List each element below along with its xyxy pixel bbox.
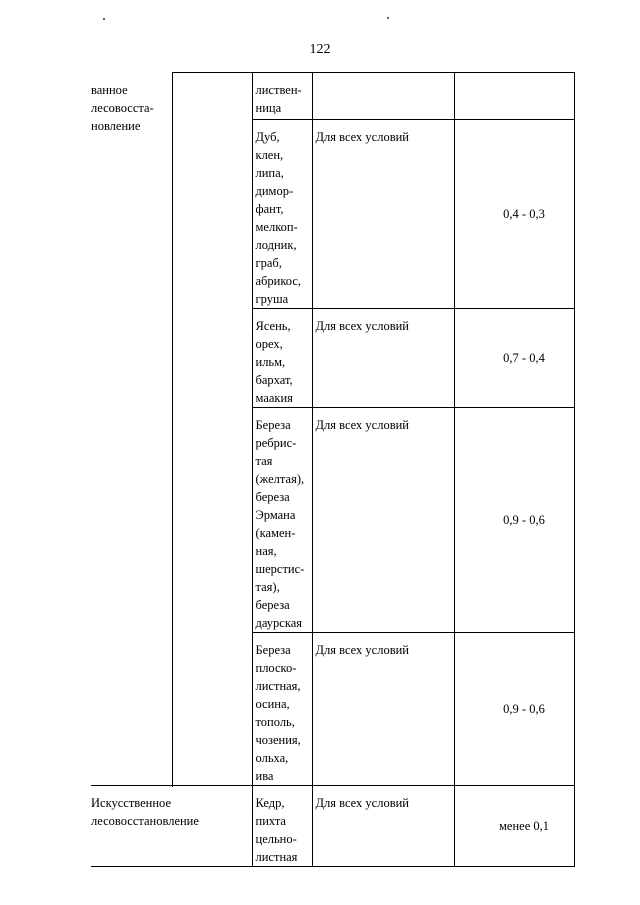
species-cell <box>252 786 312 867</box>
value-label: менее 0,1 <box>499 819 549 833</box>
species-cell <box>252 73 312 120</box>
method-label: ванное лесовосста- новление <box>91 82 154 133</box>
condition-cell <box>312 120 454 309</box>
value-cell <box>454 633 574 786</box>
species-cell <box>252 633 312 786</box>
table-row <box>91 786 574 867</box>
species-cell <box>252 408 312 633</box>
condition-label: Для всех условий <box>315 643 409 657</box>
species-label: Кедр, пихта цельно- листная <box>255 796 298 864</box>
method-label: Искусственное лесовосстановление <box>91 796 199 828</box>
species-cell <box>252 309 312 408</box>
value-label: 0,9 - 0,6 <box>503 702 545 716</box>
condition-cell <box>312 408 454 633</box>
empty-cell <box>172 73 252 786</box>
scan-speck <box>103 18 105 20</box>
species-label: листвен- ница <box>255 83 302 115</box>
species-label: Береза ребрис- тая (желтая), береза Эрмана (камен- ная, шерстис- тая), береза даурская <box>255 418 305 630</box>
condition-label: Для всех условий <box>315 418 409 432</box>
value-cell <box>454 309 574 408</box>
condition-label: Для всех условий <box>315 796 409 810</box>
value-label: 0,4 - 0,3 <box>503 207 545 221</box>
value-cell <box>454 120 574 309</box>
condition-cell <box>312 309 454 408</box>
value-cell <box>454 73 574 120</box>
species-label: Ясень, орех, ильм, бархат, маакия <box>255 319 293 405</box>
value-cell <box>454 408 574 633</box>
table-row <box>91 73 574 120</box>
forest-restoration-table <box>91 72 575 867</box>
method-cell <box>91 786 252 867</box>
value-label: 0,7 - 0,4 <box>503 351 545 365</box>
method-cell <box>91 73 172 786</box>
condition-cell <box>312 633 454 786</box>
species-cell <box>252 120 312 309</box>
species-label: Береза плоско- листная, осина, тополь, чозения, ольха, ива <box>255 643 301 783</box>
scan-speck <box>387 17 389 19</box>
value-label: 0,9 - 0,6 <box>503 513 545 527</box>
page-number: 122 <box>309 42 331 57</box>
condition-label: Для всех условий <box>315 130 409 144</box>
condition-cell <box>312 73 454 120</box>
species-label: Дуб, клен, липа, димор- фант, мелкоп- лодник, граб, абрикос, груша <box>255 130 302 306</box>
condition-label: Для всех условий <box>315 319 409 333</box>
value-cell <box>454 786 574 867</box>
condition-cell <box>312 786 454 867</box>
